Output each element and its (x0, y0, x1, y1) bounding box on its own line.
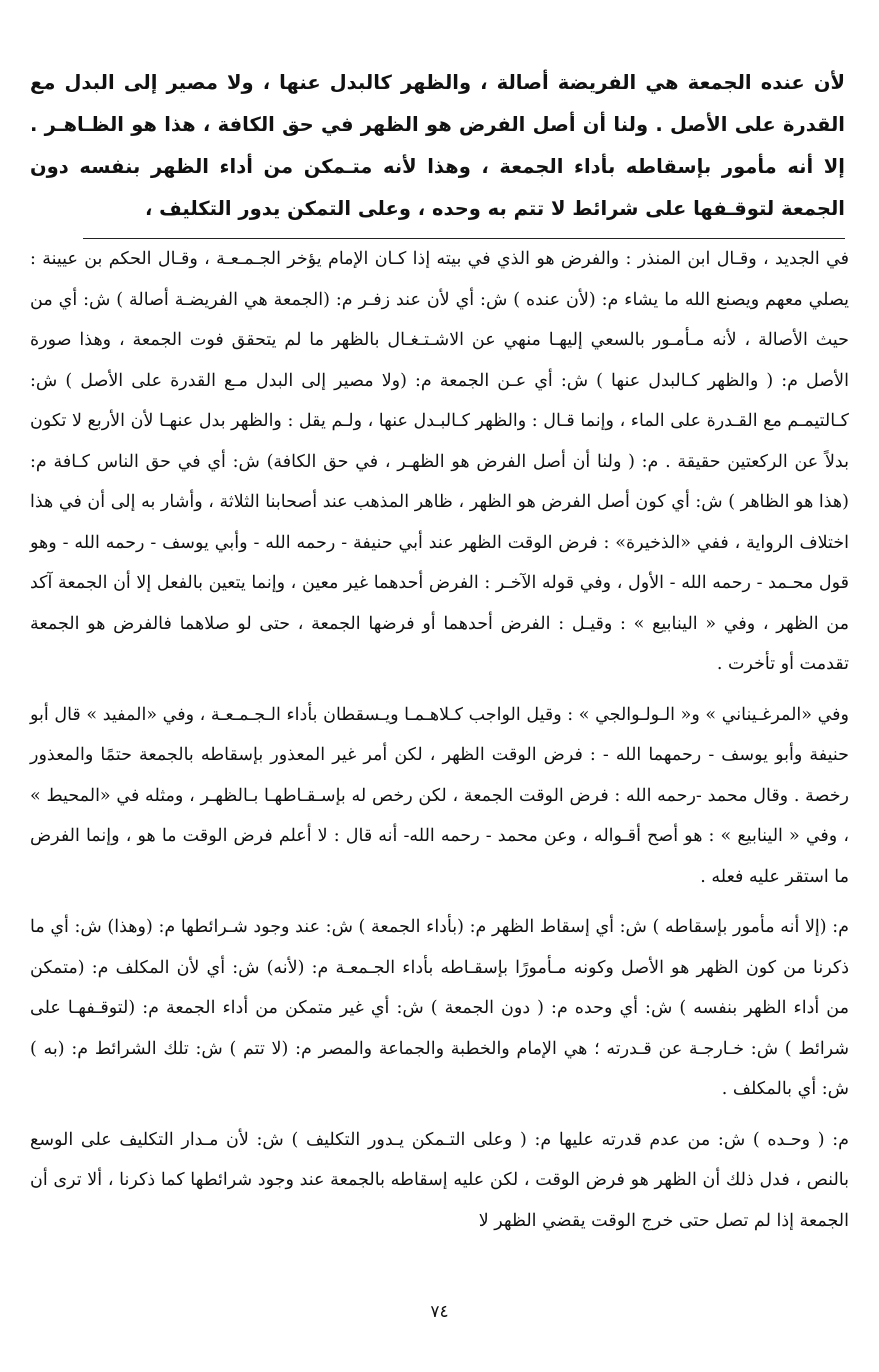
page-number: ٧٤ (430, 1302, 449, 1322)
commentary-paragraph: وفي «المرغـيناني » و« الـولـوالجي » : وقيل الواجب كـلاهـمـا ويـسقطان بأداء الـجـمـعـة ، وفي «المفيد » قال أبو حنيفة وأبو يوسف - رحمهما الله - : فرض الوقت الظهر ، لكن أمر غير المعذور بإسقاطه بالجمعة حتمًا والمعذور رخصة . وقال محمد -رحمه الله : فرض الوقت الجمعة ، لكن رخص له بإسـقـاطهـا بـالظهـر ، ومثله في «المحيط » ، وفي « الينابيع » : هو أصح أقـواله ، وعن محمد - رحمه الله- أنه قال : لا أعلم فرض الوقت ما هو ، وإنما الفرض ما استقر عليه فعله . (30, 704, 849, 887)
commentary-paragraph: في الجديد ، وقـال ابن المنذر : والفرض هو الذي في بيته إذا كـان الإمام يؤخر الجـمـعـة ، وقـال الحكم بن عيينة : يصلي معهم ويصنع الله ما يشاء م: (لأن عنده ) ش: أي لأن عند زفـر م: (الجمعة هي الفريضـة أصالة ) ش: أي من حيث الأصالة ، لأنه مـأمـور بالسعي إليهـا منهي عن الاشـتـغـال بالظهر ما لم يتحقق فوت الجمعة ، وهذا صورة الأصل م: ( والظهر كـالبدل عنها ) ش: أي عـن الجمعة م: (ولا مصير إلى البدل مـع القدرة على الأصل ) ش: كـالتيمـم مع القـدرة على الماء ، وإنما قـال : والظهر كـالبـدل عنها ، ولـم يقل : والظهر بدل عنهـا لأن الأربع لا تكون بدلاً عن الركعتين حقيقة . م: ( ولنا أن أصل الفرض هو الظهـر ، في حق الكافة) ش: أي في حق الناس كـافة م: (هذا هو الظاهر ) ش: أي كون أصل الفرض هو الظهر ، ظاهر المذهب عند أصحابنا الثلاثة ، وأشار به إلى أن في هذا اختلاف الرواية ، ففي «الذخيرة» : فرض الوقت الظهر عند أبي حنيفة - رحمه الله - وأبي يوسف - رحمه الله - وهو قول محـمد - رحمه الله - الأول ، وفي قوله الآخـر : الفرض أحدهما غير معين ، وإنما يتعين بالفعل إلا أن الجمعة آكد من الظهر ، وفي « الينابيع » : وقيـل : الفرض أحدهما أو فرضها الجمعة ، حتى لو صلاهما فالفرض هو الجمعة تقدمت أو تأخرت . (30, 249, 849, 674)
page (30, 62, 849, 1241)
commentary-paragraph: م: ( وحـده ) ش: من عدم قدرته عليها م: ( وعلى التـمكن يـدور التكليف ) ش: لأن مـدار التكليف على الوسع بالنص ، فدل ذلك أن الظهر هو فرض الوقت ، لكن عليه إسقاطه بالجمعة عند وجود شرائطها كما ذكرنا ، ألا ترى أن الجمعة إذا لم تصل حتى خرج الوقت يقضي الظهر لا (30, 1129, 849, 1231)
commentary-block (30, 239, 849, 1241)
commentary-paragraph: م: (إلا أنه مأمور بإسقاطه ) ش: أي إسقاط الظهر م: (بأداء الجمعة ) ش: عند وجود شـرائطها م: (وهذا) ش: أي ما ذكرنا من كون الظهر هو الأصل وكونه مـأمورًا بإسقـاطه بأداء الجـمعـة م: (لأنه) ش: أي لأن المكلف م: (متمكن من أداء الظهر بنفسه ) ش: أي وحده م: ( دون الجمعة ) ش: أي غير متمكن من أداء الجمعة م: (لتوقـفهـا على شرائط ) ش: خـارجـة عن قـدرته ؛ هي الإمام والخطبة والجماعة والمصر م: (لا تتم ) ش: تلك الشرائط م: (به ) ش: أي بالمكلف . (30, 917, 849, 1099)
separator-rule (83, 238, 845, 239)
matn-text: لأن عنده الجمعة هي الفريضة أصالة ، والظهر كالبدل عنها ، ولا مصير إلى البدل مع القدرة على الأصل . ولنا أن أصل الفرض هو الظهر في حق الكافة ، هذا هو الظـاهـر . إلا أنه مأمور بإسقاطه بأداء الجمعة ، وهذا لأنه متـمكن من أداء الظهر بنفسه دون الجمعة لتوقـفها على شرائط لا تتم به وحده ، وعلى التمكن يدور التكليف ، (30, 71, 845, 220)
